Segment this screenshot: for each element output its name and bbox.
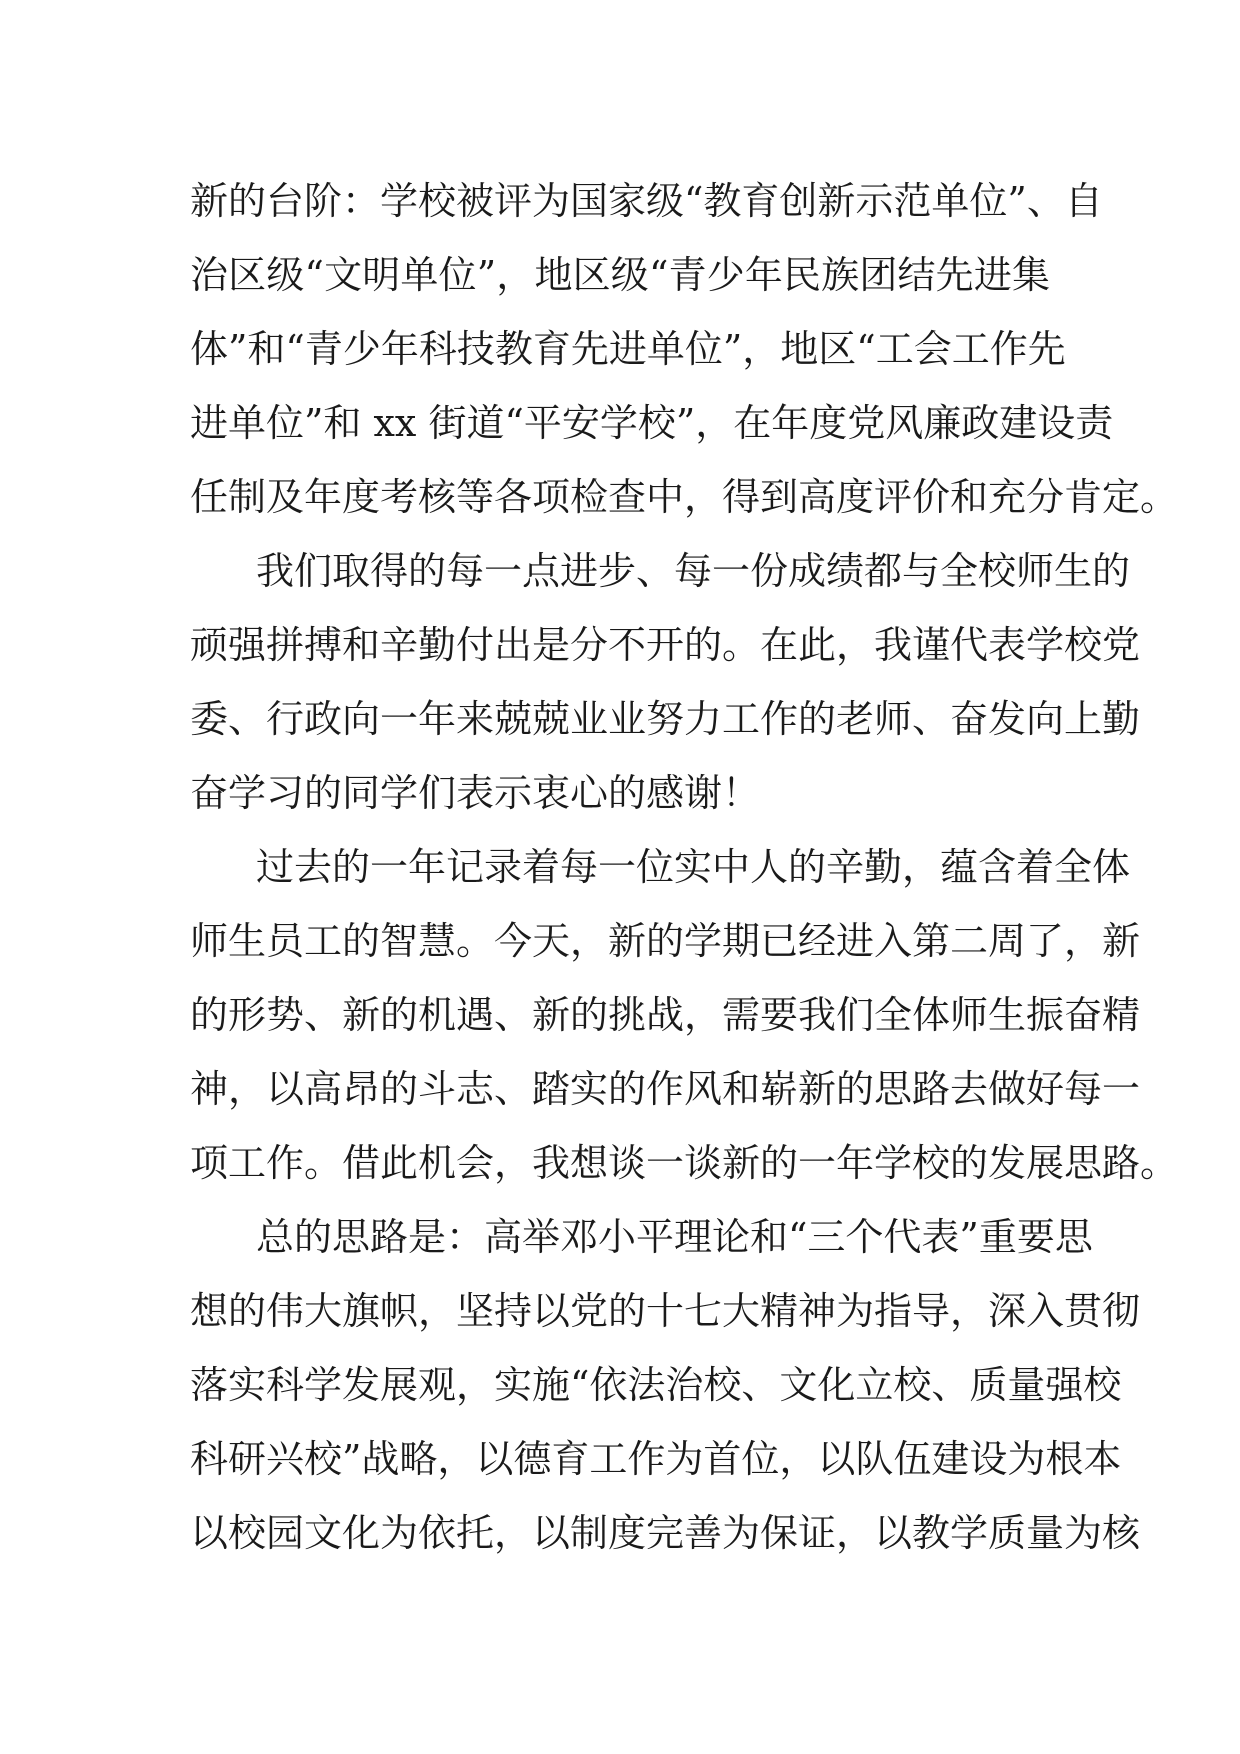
text-line: 进单位”和 xx 街道“平安学校”，在年度党风廉政建设责 xyxy=(190,401,1114,445)
text-line: 的形势、新的机遇、新的挑战，需要我们全体师生振奋精 xyxy=(190,993,1141,1037)
text-line-paragraph-end: 奋学习的同学们表示衷心的感谢！ xyxy=(190,771,761,815)
text-line-paragraph-start: 过去的一年记录着每一位实中人的辛勤，蕴含着全体 xyxy=(256,845,1131,889)
text-line-paragraph-start: 总的思路是：高举邓小平理论和“三个代表”重要思 xyxy=(256,1215,1093,1259)
text-line: 神，以高昂的斗志、踏实的作风和崭新的思路去做好每一 xyxy=(190,1067,1141,1111)
text-line: 师生员工的智慧。今天，新的学期已经进入第二周了，新 xyxy=(190,919,1141,963)
text-line-paragraph-end: 项工作。借此机会，我想谈一谈新的一年学校的发展思路。 xyxy=(190,1141,1179,1185)
text-line: 委、行政向一年来兢兢业业努力工作的老师、奋发向上勤 xyxy=(190,697,1141,741)
text-line: 科研兴校”战略，以德育工作为首位，以队伍建设为根本 xyxy=(190,1437,1122,1481)
text-line: 新的台阶：学校被评为国家级“教育创新示范单位”、自 xyxy=(190,179,1103,223)
text-line: 体”和“青少年科技教育先进单位”，地区“工会工作先 xyxy=(190,327,1066,371)
text-line-paragraph-start: 我们取得的每一点进步、每一份成绩都与全校师生的 xyxy=(256,549,1131,593)
text-line: 想的伟大旗帜，坚持以党的十七大精神为指导，深入贯彻 xyxy=(190,1289,1141,1333)
text-line: 任制及年度考核等各项检查中，得到高度评价和充分肯定。 xyxy=(190,475,1179,519)
text-line: 治区级“文明单位”，地区级“青少年民族团结先进集 xyxy=(190,253,1050,297)
text-line: 以校园文化为依托，以制度完善为保证，以教学质量为核 xyxy=(190,1511,1141,1555)
body-text xyxy=(190,164,1179,1570)
text-line: 顽强拼搏和辛勤付出是分不开的。在此，我谨代表学校党 xyxy=(190,623,1141,667)
text-line: 落实科学发展观，实施“依法治校、文化立校、质量强校 xyxy=(190,1363,1122,1407)
